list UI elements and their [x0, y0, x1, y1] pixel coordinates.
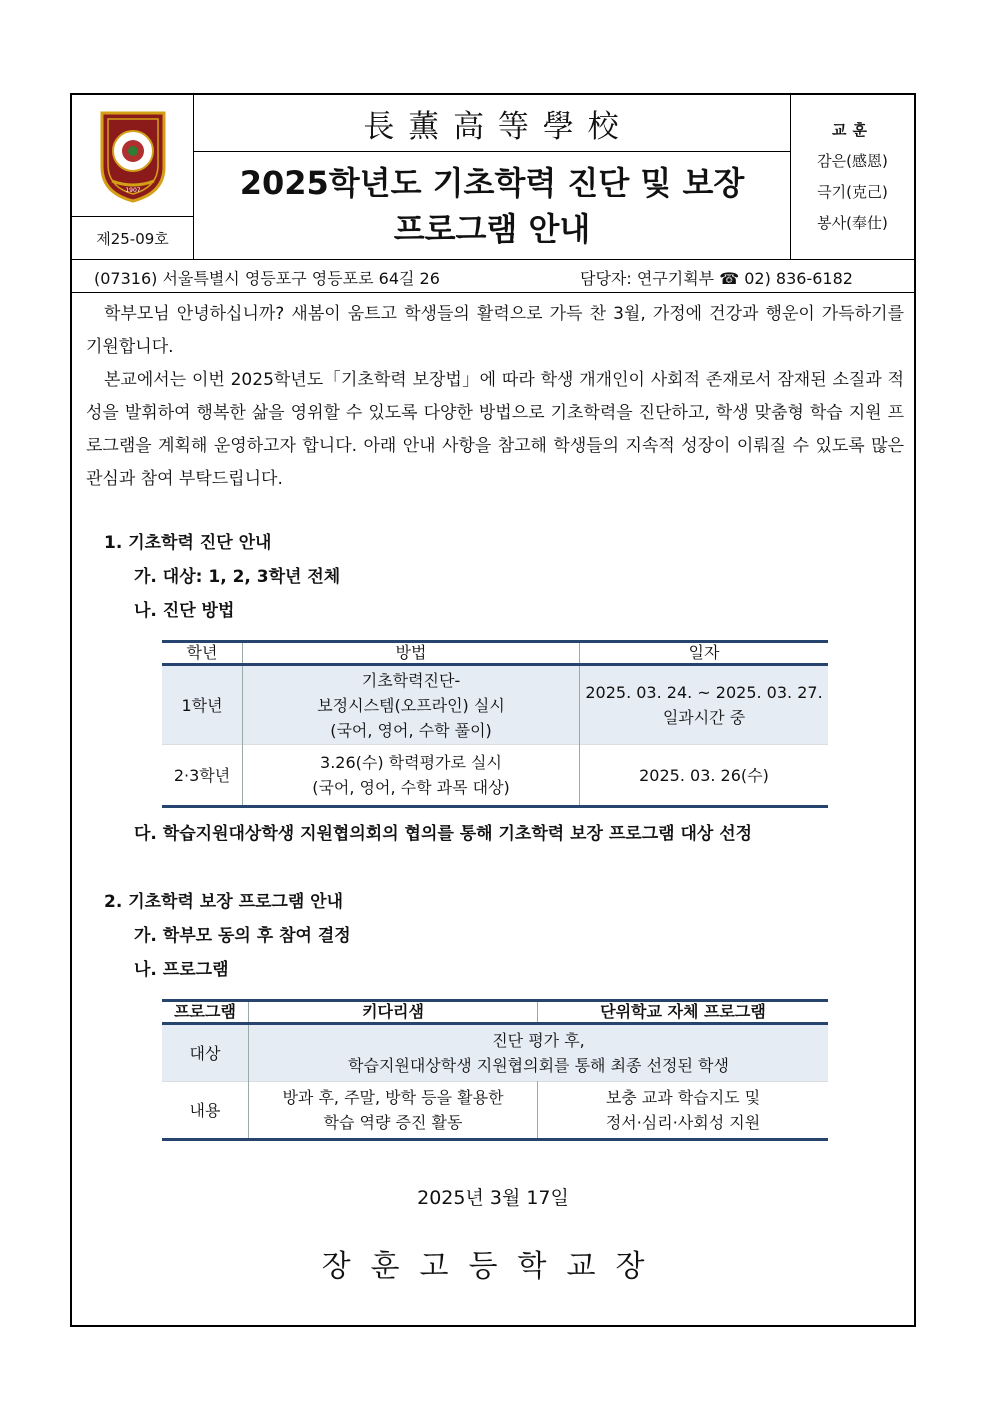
table-header: 방법: [243, 642, 580, 665]
section-2-heading: 2. 기초학력 보장 프로그램 안내: [104, 892, 344, 912]
content-cell: [249, 1082, 538, 1140]
issue-date: 2025년 3월 17일: [417, 1187, 569, 1209]
table-row: [162, 745, 828, 807]
content-cell: [538, 1082, 829, 1140]
intro-paragraph-1: 학부모님 안녕하십니까? 새봄이 움트고 학생들의 활력으로 가득 찬 3월, 가정에 건강과 행운이 가득하기를 기원합니다.: [86, 304, 904, 357]
table-row: [162, 665, 828, 745]
target-line: 학습지원대상학생 지원협의회를 통해 최종 선정된 학생: [348, 1056, 729, 1075]
content-line: 정서·심리·사회성 지원: [605, 1113, 761, 1132]
method-line: 기초학력진단-: [361, 670, 461, 690]
method-line: (국어, 영어, 수학 풀이): [330, 720, 492, 740]
content-line: 방과 후, 주말, 방학 등을 활용한: [282, 1088, 504, 1107]
row-label: 내용: [162, 1082, 249, 1140]
section-2-item-a: 가. 학부모 동의 후 참여 결정: [134, 926, 351, 946]
table-header: 프로그램: [162, 1001, 249, 1024]
content-line: 보충 교과 학습지도 및: [605, 1088, 761, 1107]
program-table: [162, 999, 828, 1141]
doc-number: 제25-09호: [72, 216, 194, 259]
table-header: 학년: [162, 642, 243, 665]
table-header: 단위학교 자체 프로그램: [538, 1001, 829, 1024]
intro-paragraph-2: 본교에서는 이번 2025학년도「기초학력 보장법」에 따라 학생 개개인이 사회적 존재로서 잠재된 소질과 적성을 발휘하여 행복한 삶을 영위할 수 있도록 다양한 방법으로 기초학력을 진단하고, 학생 맞춤형 학습 지원 프로그램을 계획해 운영하고자 합니다. 아래 안내 사항을 참고해 학생들의 지속적 성장이 이뤄질 수 있도록 많은 관심과 참여 부탁드립니다.: [86, 370, 904, 489]
date-line: 일과시간 중: [662, 708, 746, 727]
motto-item: 감은(感恩): [817, 152, 888, 170]
school-emblem-icon: [72, 95, 194, 216]
table-row: [162, 1024, 828, 1082]
target-line: 진단 평가 후,: [492, 1031, 585, 1050]
school-address: (07316) 서울특별시 영등포구 영등포로 64길 26: [94, 269, 440, 288]
section-1-item-c: 다. 학습지원대상학생 지원협의회의 협의를 통해 기초학력 보장 프로그램 대상 선정: [134, 824, 753, 844]
title-line-1: 2025학년도 기초학력 진단 및 보장: [239, 164, 745, 202]
diagnosis-table: [162, 640, 828, 808]
section-1-heading: 1. 기초학력 진단 안내: [104, 533, 272, 553]
date-cell: 2025. 03. 26(수): [580, 745, 829, 807]
grade-cell: 2·3학년: [162, 745, 243, 807]
letterhead: [72, 95, 914, 259]
date-cell: [580, 665, 829, 745]
method-cell: [243, 745, 580, 807]
contact-info: 담당자: 연구기획부 ☎ 02) 836-6182: [580, 269, 853, 288]
table-header: 일자: [580, 642, 829, 665]
content-line: 학습 역량 증진 활동: [323, 1113, 463, 1132]
date-line: 2025. 03. 24. ~ 2025. 03. 27.: [585, 683, 823, 702]
school-motto: [790, 95, 914, 259]
table-header: 키다리샘: [249, 1001, 538, 1024]
method-line: 보정시스템(오프라인) 실시: [317, 695, 505, 715]
letter-body: [86, 298, 904, 496]
section-1-item-a: 가. 대상: 1, 2, 3학년 전체: [134, 567, 341, 587]
motto-item: 봉사(奉仕): [817, 214, 888, 232]
title-line-2: 프로그램 안내: [393, 210, 591, 248]
page-title: [194, 152, 790, 259]
motto-heading: 교훈: [832, 121, 873, 139]
method-line: 3.26(수) 학력평가로 실시: [320, 753, 502, 772]
section-1-item-b: 나. 진단 방법: [134, 601, 235, 621]
target-cell: [249, 1024, 829, 1082]
row-label: 대상: [162, 1024, 249, 1082]
motto-item: 극기(克己): [817, 183, 888, 201]
principal-signature: 장훈고등학교장: [321, 1249, 665, 1284]
document-frame: [70, 93, 916, 1327]
school-logo-cell: [72, 95, 194, 216]
address-bar: [72, 259, 914, 293]
emblem-year: 1907: [125, 187, 141, 194]
section-2-item-b: 나. 프로그램: [134, 960, 229, 980]
grade-cell: 1학년: [162, 665, 243, 745]
table-row: [162, 1082, 828, 1140]
method-line: (국어, 영어, 수학 과목 대상): [312, 778, 510, 797]
school-name: 長 薫 高 等 學 校: [194, 95, 790, 152]
method-cell: [243, 665, 580, 745]
